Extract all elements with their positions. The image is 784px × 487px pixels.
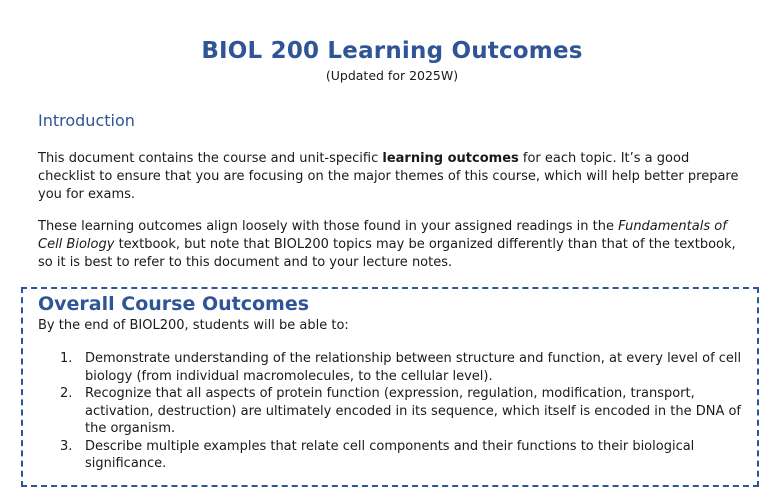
list-item [38, 385, 750, 438]
intro-p2-text-b: textbook, but note that BIOL200 topics may be organized differently than that of the textbook, so it is best to refer to this document and to your lecture notes. [38, 237, 736, 270]
document-subtitle: (Updated for 2025W) [325, 68, 459, 83]
overall-outcomes-heading: Overall Course Outcomes [38, 293, 310, 315]
outcomes-list [38, 350, 750, 473]
intro-p1-text-b: for each topic. It’s a good checklist to ensure that you are focusing on the major themes of this course, which will help better prepare you for exams. [38, 151, 739, 202]
list-item-number: 3. [60, 438, 73, 454]
list-item-number: 2. [60, 386, 73, 401]
document-title: BIOL 200 Learning Outcomes [201, 38, 583, 64]
list-item-text: Describe multiple examples that relate cell components and their functions to their biological significance. [85, 438, 695, 471]
list-item-text: Recognize that all aspects of protein function (expression, regulation, modification, transport, activation, destruction) are ultimately encoded in its sequence, which itself is encoded in the DNA of the organism. [85, 386, 741, 436]
intro-p1-text-a: This document contains the course and unit-specific [38, 151, 383, 166]
intro-p2-text-a: These learning outcomes align loosely with those found in your assigned readings in the [38, 219, 619, 234]
textbook-title: Fundamentals of Cell Biology [38, 219, 727, 252]
list-item-text: Demonstrate understanding of the relationship between structure and function, at every level of cell biology (from individual macromolecules, to the cellular level). [85, 351, 742, 384]
list-item [38, 438, 750, 473]
introduction-heading: Introduction [38, 111, 135, 130]
intro-paragraph-1 [38, 150, 750, 204]
intro-p1-bold: learning outcomes [382, 151, 519, 166]
list-item [38, 350, 750, 385]
list-item-number: 1. [60, 351, 73, 366]
intro-paragraph-2 [38, 218, 750, 272]
overall-outcomes-intro: By the end of BIOL200, students will be able to: [38, 318, 349, 333]
